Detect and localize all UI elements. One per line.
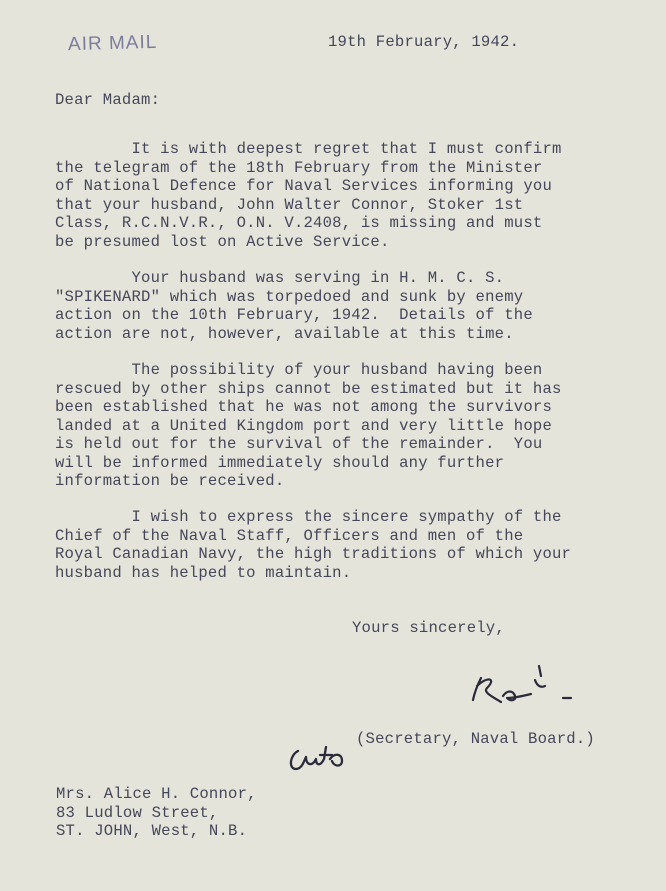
closing: Yours sincerely, bbox=[352, 619, 505, 637]
paragraph-confirmation: It is with deepest regret that I must confirm the telegram of the 18th February from the Minister of National Defence for Naval Services informing you that your husband, John Walter Connor, Stoker 1st Class, R.C.N.V.R., O.N. V.2408, is missing and must be presumed lost on Active Service. bbox=[55, 140, 562, 251]
recipient-address bbox=[56, 785, 257, 841]
paragraph-sympathy: I wish to express the sincere sympathy of the Chief of the Naval Staff, Officers and men of the Royal Canadian Navy, the high traditions of which your husband has helped to maintain. bbox=[55, 508, 572, 582]
handwritten-initials bbox=[284, 735, 356, 779]
salutation: Dear Madam: bbox=[55, 91, 161, 109]
letter-date: 19th February, 1942. bbox=[328, 33, 520, 51]
air-mail-stamp: AIR MAIL bbox=[67, 31, 158, 56]
paragraph-rescue-possibility: The possibility of your husband having been rescued by other ships cannot be estimated but it has been established that he was not among the survivors landed at a United Kingdom port and very little hope is held out for the survival of the remainder. You will be informed immediately should any further information be received. bbox=[55, 361, 562, 490]
recipient-name: Mrs. Alice H. Connor, bbox=[56, 785, 257, 803]
recipient-city: ST. JOHN, West, N.B. bbox=[56, 822, 248, 840]
paragraph-ship-details: Your husband was serving in H. M. C. S. "SPIKENARD" which was torpedoed and sunk by enemy action on the 10th February, 1942. Details of the action are not, however, available at this time. bbox=[55, 269, 533, 343]
handwritten-signature bbox=[465, 660, 580, 712]
signer-title: (Secretary, Naval Board.) bbox=[356, 730, 595, 748]
recipient-street: 83 Ludlow Street, bbox=[56, 803, 219, 822]
